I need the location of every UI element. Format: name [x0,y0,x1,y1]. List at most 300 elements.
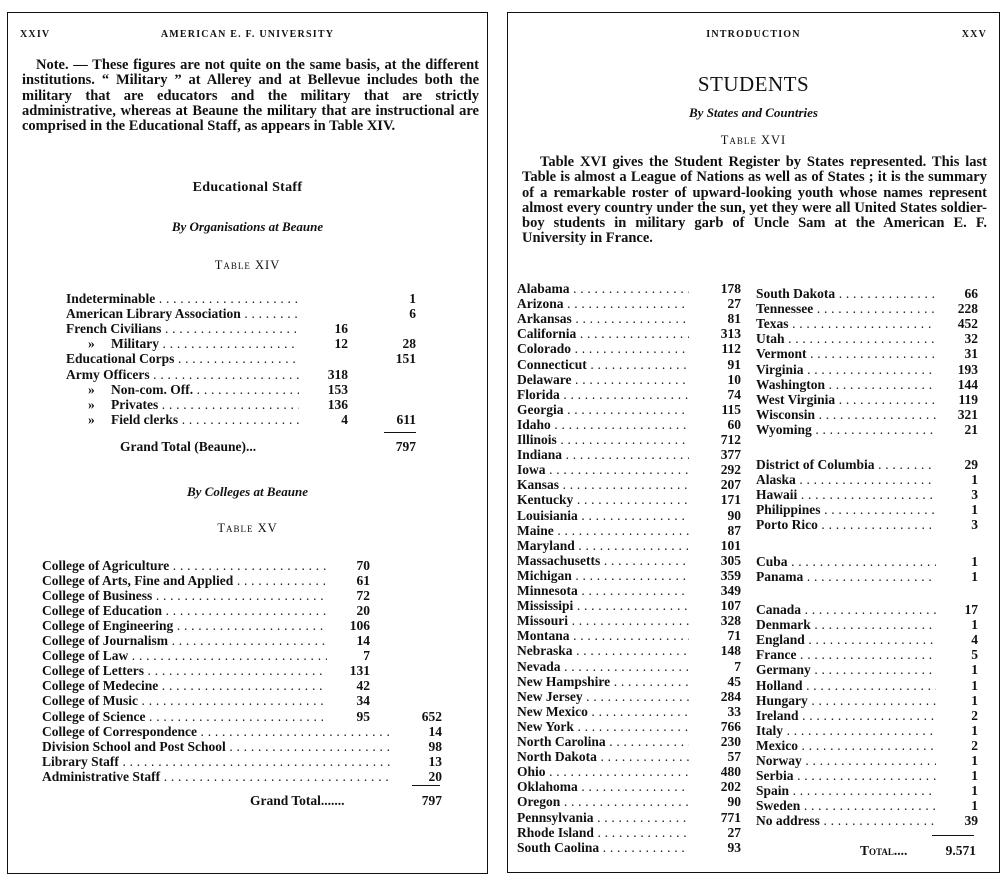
row-label: Illinois . . . [517,432,689,447]
row-label: College of Business . . . [42,588,327,603]
row-value: 14 [428,723,442,739]
table-row [42,769,452,784]
total-rule [932,835,974,836]
row-label: Administrative Staff . . . [42,769,392,784]
row-value: 27 [727,296,741,312]
page-number: XXV [961,29,987,40]
row-value: 28 [402,336,416,352]
row-label: Washington . . . [756,377,936,392]
row-label: Army Officers . . . [66,367,299,382]
row-label: Minnesota . . . [517,583,689,598]
row-label: College of Correspondence . . . [42,724,392,739]
row-label: Indeterminable . . . [66,291,299,306]
row-value: 115 [721,401,741,417]
table-row [517,598,741,614]
left-page [7,12,488,874]
table-row [42,558,452,573]
ditto-mark: » [88,381,95,397]
row-label: Grand Total (Beaune)... [120,439,257,454]
row-label: Delaware . . . [517,372,689,387]
row-label: Total.... [860,843,908,858]
table-row [517,356,741,372]
table-row [517,809,741,825]
table-row [66,382,426,397]
running-head [508,29,999,43]
table-row [517,688,741,704]
table-row [756,517,986,532]
table16-caption: Table XVI [720,133,787,147]
row-value: 32 [964,331,978,347]
table-row [756,632,986,647]
row-value: 91 [727,356,741,372]
table-row [42,709,452,724]
table-row [517,311,741,327]
row-label: Nevada . . . [517,659,689,674]
row-value: 1 [971,662,978,678]
row-label: Alabama . . . [517,281,689,296]
table-row [517,386,741,402]
row-value: 4 [971,632,978,648]
row-value: 144 [957,376,978,392]
row-value: 93 [727,839,741,855]
row-label: California . . . [517,326,689,341]
table-row [42,618,452,633]
row-label: College of Science . . . [42,709,327,724]
table-row [756,472,986,487]
row-value: 202 [720,779,741,795]
row-label: Wisconsin . . . [756,407,936,422]
row-label: Vermont . . . [756,346,936,361]
row-value: 349 [720,583,741,598]
row-value: 292 [720,462,741,478]
row-value: 284 [720,688,741,704]
row-value: 74 [727,386,741,402]
row-label: Alaska . . . [756,472,936,487]
table-row [756,377,986,392]
table-row [756,569,986,584]
row-label: College of Letters . . . [42,663,327,678]
table-row [756,678,986,693]
row-label: Connecticut . . . [517,357,689,372]
row-label: Virginia . . . [756,362,936,377]
row-subvalue: 12 [334,336,348,352]
row-label: Porto Rico . . . [756,517,936,532]
table-row [517,613,741,629]
table-row [517,462,741,478]
row-label: Mississipi . . . [517,598,689,613]
table-row [756,457,986,472]
row-label: Cuba . . . [756,554,936,569]
table-row [517,432,741,447]
row-label: Hawaii . . . [756,487,936,502]
row-value: 90 [727,507,741,523]
row-subvalue: 70 [356,558,370,573]
row-value: 101 [720,537,741,553]
row-value: 797 [395,439,416,454]
row-value: 1 [971,617,978,633]
row-label: Oregon . . . [517,794,689,809]
row-value: 1 [409,291,416,306]
page-subtitle: By States and Countries [689,105,818,120]
row-value: 452 [957,316,978,332]
row-label: Ohio . . . [517,764,689,779]
row-value: 3 [971,517,978,533]
right-page [507,12,1000,873]
table-row [517,628,741,644]
row-value: 3 [971,487,978,503]
row-label: Pennsylvania . . . [517,810,689,825]
row-label: College of Law . . . [42,648,327,663]
table-row [517,779,741,795]
table-row [42,663,452,678]
row-label: College of Journalism . . . [42,633,327,648]
row-value: 81 [727,311,741,327]
row-value: 17 [964,602,978,617]
row-value: 1 [971,692,978,708]
row-value: 2 [971,737,978,753]
table-row [756,407,986,422]
page-number: XXIV [20,29,51,40]
running-head [8,29,487,43]
table-row [517,658,741,674]
table-row [517,537,741,553]
row-value: 119 [958,391,978,407]
row-value: 193 [957,361,978,377]
row-label: Italy . . . [756,723,936,738]
row-label: Library Staff . . . [42,754,392,769]
table-row [517,326,741,342]
row-value: 57 [727,749,741,765]
row-subvalue: 14 [356,633,370,649]
table-row [517,764,741,780]
row-value: 766 [720,718,741,734]
row-label: Grand Total....... [250,793,345,808]
table-row [517,401,741,417]
row-label: Educational Corps . . . [66,351,299,366]
row-label: Utah . . . [756,331,936,346]
row-value: 31 [964,346,978,362]
row-value: 771 [720,809,741,825]
row-value: 305 [720,552,741,568]
row-value: 6 [409,306,416,322]
row-value: 112 [721,341,741,357]
row-label: Wyoming . . . [756,422,936,437]
row-label: Missouri . . . [517,613,689,628]
row-value: 7 [734,658,741,674]
row-label: College of Agriculture . . . [42,558,327,573]
row-label: College of Engineering . . . [42,618,327,633]
row-value: 1 [971,768,978,784]
table-row [756,798,986,813]
row-subvalue: 136 [327,396,348,412]
row-label: College of Medecine . . . [42,678,327,693]
row-value: 321 [957,406,978,422]
total-rule [412,785,440,786]
row-label: Philippines . . . [756,502,936,517]
row-value: 90 [727,794,741,810]
row-value: 1 [971,569,978,585]
row-value: 797 [421,793,442,808]
row-label: Kansas . . . [517,477,689,492]
row-label: College of Music . . . [42,693,327,708]
table-row [42,648,452,663]
total-row [250,793,450,808]
row-label: New Hampshire . . . [517,674,689,689]
table-row [517,371,741,387]
row-label: Oklahoma . . . [517,779,689,794]
row-value: 207 [720,477,741,493]
table14-caption: Table XIV [214,258,281,272]
row-value: 712 [720,432,741,447]
row-value: 230 [720,734,741,749]
row-value: 480 [720,764,741,780]
table-row [756,362,986,377]
row-value: 87 [727,522,741,538]
row-value: 1 [971,554,978,569]
row-subvalue: 106 [349,618,370,634]
table-row [517,522,741,538]
row-label: North Carolina . . . [517,734,689,749]
ditto-mark: » [88,396,95,412]
row-label: Spain . . . [756,783,936,798]
table-row [756,647,986,662]
row-label: Military . . . [111,336,299,351]
row-value: 377 [720,447,741,463]
row-label: Sweden . . . [756,798,936,813]
table-row [517,673,741,689]
table-row [66,351,426,366]
row-value: 20 [428,768,442,784]
row-subvalue: 4 [341,411,348,427]
row-value: 21 [964,421,978,437]
table-row [756,723,986,738]
table-row [756,346,986,361]
row-label: Arkansas . . . [517,311,689,326]
table-row [756,602,986,617]
table-row [66,336,426,351]
row-label: Germany . . . [756,662,936,677]
row-value: 98 [428,738,442,754]
row-label: Louisiania . . . [517,508,689,523]
row-label: American Library Association . . . [66,306,299,321]
row-value: 178 [720,281,741,296]
row-value: 313 [720,326,741,342]
table-row [517,567,741,583]
row-label: Canada . . . [756,602,936,617]
table-row [756,487,986,502]
row-label: Arizona . . . [517,296,689,311]
running-head-title: INTRODUCTION [706,29,801,40]
row-value: 29 [964,457,978,472]
row-value: 228 [957,301,978,317]
row-value: 611 [396,411,416,427]
row-subvalue: 16 [334,321,348,337]
table-row [517,839,741,855]
table-row [756,554,986,569]
row-label: Division School and Post School . . . [42,739,392,754]
row-label: Florida . . . [517,387,689,402]
row-label: Rhode Island . . . [517,825,689,840]
row-subvalue: 72 [356,588,370,604]
row-subvalue: 131 [349,663,370,679]
table-row [42,588,452,603]
row-label: College of Arts, Fine and Applied . . . [42,573,327,588]
row-subvalue: 42 [356,678,370,694]
row-label: West Virginia . . . [756,392,936,407]
table-row [517,718,741,734]
table-row [42,739,452,754]
table-row [517,749,741,765]
row-value: 60 [727,416,741,432]
ditto-mark: » [88,411,95,427]
table-row [517,416,741,432]
table-row [517,794,741,810]
row-label: College of Education . . . [42,603,327,618]
table-row [756,768,986,783]
row-value: 5 [971,647,978,663]
row-value: 66 [964,286,978,301]
row-label: South Dakota . . . [756,286,936,301]
table-row [756,392,986,407]
row-value: 1 [971,798,978,814]
row-value: 2 [971,707,978,723]
row-label: Serbia . . . [756,768,936,783]
table-row [756,502,986,517]
table-row [42,693,452,708]
row-label: Maryland . . . [517,538,689,553]
row-value: 9.571 [945,843,976,858]
row-subvalue: 20 [356,603,370,619]
table-row [517,583,741,598]
table-row [517,447,741,463]
row-value: 171 [720,492,741,508]
row-label: Panama . . . [756,569,936,584]
intro-paragraph: Table XVI gives the Student Register by States represented. This last Table is almost a League of Nations as well as of States ; it is the summary of a remarkable roster of upward-looking youth whose names represent almost every country under the sun, yet they were all United States soldier-boy students in military garb of Uncle Sam at the American E. F. University in France. [522,154,987,247]
row-subvalue: 95 [356,708,370,724]
table-row [42,678,452,693]
row-value: 148 [720,643,741,659]
row-value: 10 [727,371,741,387]
row-label: Nebraska . . . [517,643,689,658]
table-row [517,643,741,659]
row-label: France . . . [756,647,936,662]
total-rule [384,432,416,433]
row-label: Field clerks . . . [111,412,299,427]
row-label: North Dakota . . . [517,749,689,764]
table-row [756,617,986,632]
row-value: 107 [720,598,741,614]
table-row [42,724,452,739]
table-row [66,291,426,306]
table-row [517,552,741,568]
table-row [756,316,986,331]
row-label: Norway . . . [756,753,936,768]
row-subvalue: 153 [327,381,348,397]
table-row [517,824,741,840]
row-label: Colorado . . . [517,341,689,356]
row-value: 1 [971,753,978,768]
row-value: 1 [971,783,978,799]
table-row [756,693,986,708]
table-row [756,662,986,677]
row-label: South Caolina . . . [517,840,689,855]
row-value: 1 [971,677,978,693]
table-row [517,296,741,312]
table15-caption: Table XV [217,521,278,535]
row-label: Georgia . . . [517,402,689,417]
table-row [756,783,986,798]
note-paragraph: Note. — These figures are not quite on the same basis, at the different institutions. “ Military ” at Allerey and at Bellevue includes both the military that are educators and the military that are strictly administrative, whereas at Beaune the military that are instructional are comprised in the Educational Staff, as appears in Table XIV. [22,57,479,135]
row-label: Holland . . . [756,678,936,693]
table-row [517,477,741,493]
table-row [756,813,986,828]
row-label: Tennessee . . . [756,301,936,316]
row-label: Massachusetts . . . [517,553,689,568]
row-label: Michigan . . . [517,568,689,583]
row-value: 328 [720,613,741,629]
table-row [756,286,986,301]
row-value: 27 [727,824,741,840]
table-row [756,738,986,753]
table-row [66,367,426,382]
table-row [756,708,986,723]
table-row [42,573,452,588]
row-label: New Jersey . . . [517,689,689,704]
row-label: Indiana . . . [517,447,689,462]
row-value: 1 [971,502,978,518]
row-label: Denmark . . . [756,617,936,632]
table15-subtitle: By Colleges at Beaune [187,484,308,499]
table-row [756,753,986,768]
section-title: Educational Staff [192,180,303,195]
row-label: Privates . . . [111,397,299,412]
table-row [66,397,426,412]
running-head-title: AMERICAN E. F. UNIVERSITY [160,29,335,40]
row-label: Texas . . . [756,316,936,331]
ditto-mark: » [88,336,95,352]
row-value: 39 [964,813,978,829]
table-row [756,301,986,316]
row-value: 1 [971,472,978,488]
table-row [517,281,741,296]
row-value: 71 [727,628,741,644]
row-subvalue: 61 [356,573,370,589]
table-row [66,321,426,336]
page-title: STUDENTS [697,72,810,96]
row-label: Kentucky . . . [517,492,689,507]
row-subvalue: 7 [363,648,370,664]
row-label: Maine . . . [517,523,689,538]
row-label: Idaho . . . [517,417,689,432]
table-row [756,331,986,346]
row-value: 359 [720,567,741,583]
row-value: 1 [971,722,978,738]
row-value: 151 [395,351,416,367]
table-row [66,412,426,427]
row-label: Hungary . . . [756,693,936,708]
row-label: Montana . . . [517,628,689,643]
row-label: New York . . . [517,719,689,734]
row-label: Ireland . . . [756,708,936,723]
row-label: Mexico . . . [756,738,936,753]
table14-subtitle: By Organisations at Beaune [171,219,324,234]
row-subvalue: 318 [327,366,348,382]
row-label: No address . . . [756,813,936,828]
row-value: 652 [421,708,442,724]
table-row [42,603,452,618]
total-row [860,843,990,858]
row-value: 13 [428,753,442,769]
